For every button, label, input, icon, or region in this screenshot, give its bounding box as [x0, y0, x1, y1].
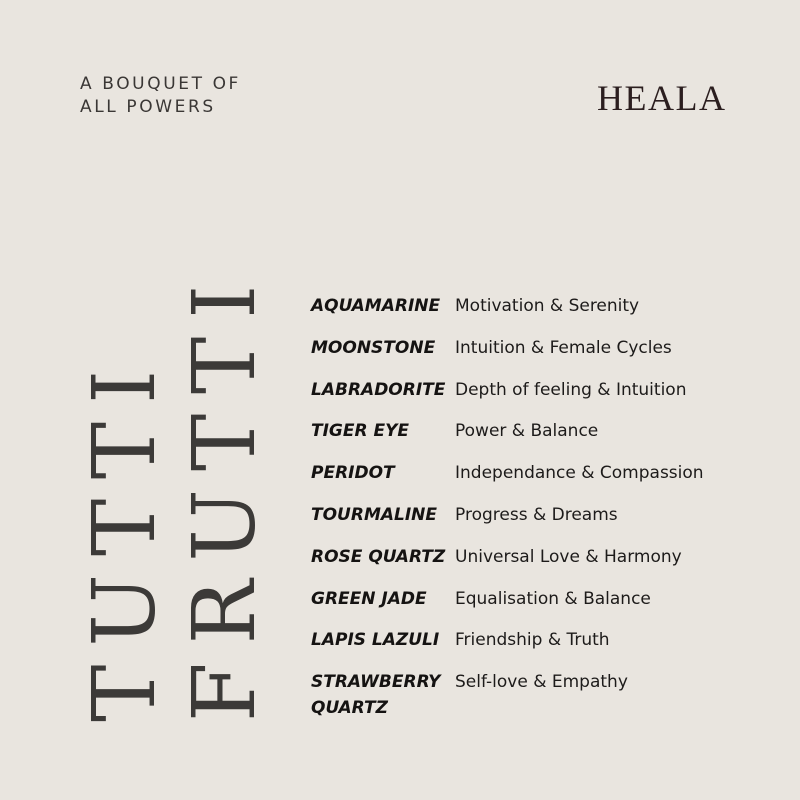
tagline-line-1: A BOUQUET OF — [80, 74, 241, 94]
stone-name: GREEN JADE — [311, 588, 427, 609]
title-word-tutti: TUTTI — [75, 351, 175, 722]
stone-meaning: Progress & Dreams — [455, 504, 618, 525]
stone-name: LAPIS LAZULI — [311, 630, 440, 651]
stone-meaning: Friendship & Truth — [455, 630, 610, 651]
stone-meaning: Independance & Compassion — [455, 463, 704, 484]
stone-name: PERIDOT — [311, 463, 395, 484]
stone-meaning: Self-love & Empathy — [455, 672, 628, 693]
stone-meaning: Depth of feeling & Intuition — [455, 379, 687, 400]
stone-name: AQUAMARINE — [311, 296, 441, 316]
stone-name: TIGER EYE — [311, 421, 410, 442]
stone-name: STRAWBERRY QUARTZ — [311, 672, 441, 719]
stone-meaning: Universal Love & Harmony — [455, 546, 682, 567]
stone-name: TOURMALINE — [311, 504, 438, 525]
stone-meaning: Motivation & Serenity — [455, 296, 640, 316]
stone-meaning: Equalisation & Balance — [455, 588, 651, 609]
stone-meaning: Intuition & Female Cycles — [455, 337, 672, 358]
stone-name: MOONSTONE — [311, 337, 436, 358]
stone-name: ROSE QUARTZ — [311, 546, 446, 567]
tagline-line-2: ALL POWERS — [80, 97, 216, 117]
title-word-frutti: FRUTTI — [175, 266, 275, 722]
brand-logo: HEALA — [597, 78, 727, 118]
stone-meaning: Power & Balance — [455, 421, 599, 442]
tagline — [80, 73, 241, 119]
stone-name: LABRADORITE — [311, 379, 446, 400]
